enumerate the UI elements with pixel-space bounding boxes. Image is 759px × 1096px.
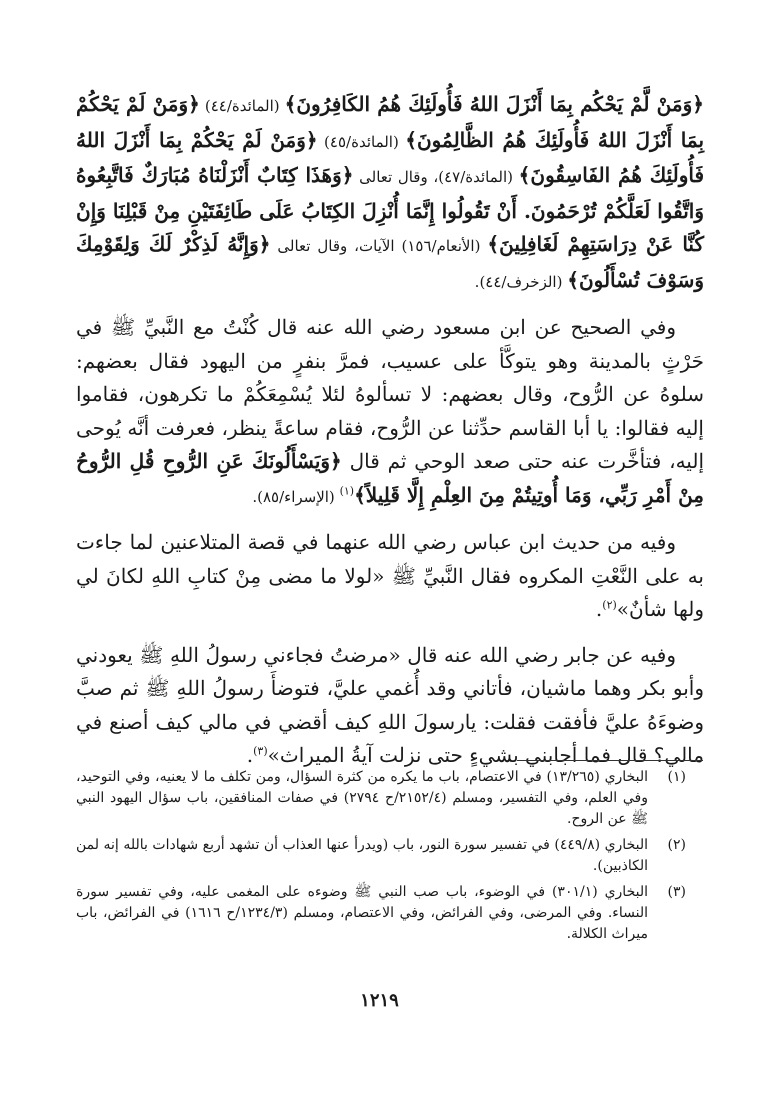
citation: (المائدة/٤٥): [317, 132, 406, 151]
body-text: .: [246, 743, 254, 767]
footnote-number: (٣): [667, 884, 686, 900]
quran-verse: ﴿وَمَنْ لَّمْ يَحْكُم بِمَا أَنْزَلَ اللهُ فَأُولَئِكَ هُمُ الكَافِرُونَ﴾: [284, 92, 704, 116]
paragraph: [76, 639, 704, 773]
footnote-text: البخاري (١٣/٢٦٥) في الاعتصام، باب ما يكره من كثرة السؤال، ومن تكلف ما لا يعنيه، وفي التوحيد، وفي العلم، وفي التفسير، ومسلم (٢١٥٢/٤/ح ٢٧٩٤) في صفات المنافقين، باب سؤال اليهود النبي ﷺ عن الروح.: [76, 769, 648, 827]
footnote-marker: (٢): [602, 598, 617, 612]
footnote-marker: (٣): [253, 744, 268, 758]
citation: (المائدة/٤٧)، وقال تعالى: [353, 168, 519, 186]
quran-verse: ﴿وَهَذَا كِتَابٌ أَنْزَلْنَاهُ مُبَارَكٌ فَاتَّبِعُوهُ وَاتَّقُوا لَعَلَّكُمْ تُرْحَمُونَ. أَنْ تَقُولُوا إِنَّمَا أُنْزِلَ الكِتَابُ عَلَى طَائِفَتَيْنِ مِنْ قَبْلِنَا وَإِنْ كُنَّا عَنْ دِرَاسَتِهِمْ لَغَافِلِينَ﴾: [76, 163, 704, 256]
main-text: [76, 88, 704, 785]
footnote: [76, 835, 704, 877]
quran-verse: ﴿وَيَسْأَلُونَكَ عَنِ الرُّوحِ قُلِ الرُّوحُ مِنْ أَمْرِ رَبِّي، وَمَا أُوتِيتُمْ مِنَ العِلْمِ إِلَّا قَلِيلاً﴾: [76, 449, 704, 507]
citation: (الزخرف/٤٤).: [474, 272, 568, 291]
body-text: وفيه عن جابر رضي الله عنه قال «مرضتُ فجاءني رسولُ اللهِ ﷺ يعودني وأبو بكر وهما ماشيان، فأتاني وقد أُغمي عليَّ، فتوضأَ رسولُ اللهِ ﷺ ثم صبَّ وضوءَهُ عليَّ فأفقت فقلت: يارسولَ اللهِ كيف أقضي في مالي كيف أصنع في مالي؟ قال فما أجابني بشيءٍ حتى نزلت آيةُ الميراث»: [76, 642, 704, 767]
quran-verse: ﴿وَمَنْ لَمْ يَحْكُمْ بِمَا أَنْزَلَ اللهُ فَأُولَئِكَ هُمُ الفَاسِقُونَ﴾: [76, 127, 705, 187]
paragraph: [76, 526, 704, 627]
footnotes: [76, 767, 704, 950]
body-text: وفي الصحيح عن ابن مسعود رضي الله عنه قال كُنْتُ مع النَّبيِّ ﷺ في حَرْثٍ بالمدينة وهو يتوكَّأ على عسيب، فمرَّ بنفرٍ من اليهود فقال بعضهم: سلوهُ عن الرُّوح، وقال بعضهم: لا تسألوهُ لئلا يُسْمِعَكُمْ ما تكرهون، فقاموا إليه فقالوا: يا أبا القاسم حدِّثنا عن الرُّوح، فقام ساعةً ينظر، فعرفت أنَّه يُوحى إليه، فتأخَّرت عنه حتى صعد الوحي ثم قال: [76, 315, 704, 473]
footnote-text: البخاري (٤٤٩/٨) في تفسير سورة النور، باب (ويدرأ عنها العذاب أن تشهد أربع شهادات بالله إنه لمن الكاذبين).: [76, 837, 648, 874]
body-text: وفيه من حديث ابن عباس رضي الله عنهما في قصة المتلاعنين لما جاءت به على النَّعْتِ المكروه فقال النَّبيِّ ﷺ «لولا ما مضى مِنْ كتابِ اللهِ لكانَ لي ولها شأنٌ»: [76, 530, 704, 621]
footnote-text: البخاري (٣٠١/١) في الوضوء، باب صب النبي ﷺ وضوءه على المغمى عليه، وفي تفسير سورة النساء. وفي المرضى، وفي الفرائض، وفي الاعتصام، ومسلم (١٢٣٤/٣/ح ١٦١٦) في الفرائض، باب ميراث الكلالة.: [76, 884, 648, 942]
footnote-number: (١): [667, 769, 686, 785]
citation: (الأنعام/١٥٦) الآيات، وقال تعالى: [270, 237, 488, 255]
footnote-divider: [517, 760, 703, 761]
footnote: [76, 882, 704, 945]
citation: (الإسراء/٨٥).: [252, 487, 340, 506]
quran-verse: ﴿وَإِنَّهُ لَذِكْرٌ لَكَ وَلِقَوْمِكَ وَسَوْفَ تُسْأَلُونَ﴾: [76, 232, 704, 292]
paragraph: [76, 311, 704, 514]
page-number: ١٢١٩: [360, 990, 399, 1011]
quran-verse: ﴿وَمَنْ لَمْ يَحْكُمْ بِمَا أَنْزَلَ اللهُ فَأُولَئِكَ هُمُ الظَّالِمُونَ﴾: [76, 92, 705, 152]
footnote-marker: (١): [339, 483, 355, 497]
citation: (المائدة/٤٤): [199, 97, 285, 115]
footnote-number: (٢): [667, 837, 686, 853]
body-text: .: [595, 597, 603, 621]
footnote: [76, 767, 704, 830]
paragraph: [76, 88, 704, 299]
